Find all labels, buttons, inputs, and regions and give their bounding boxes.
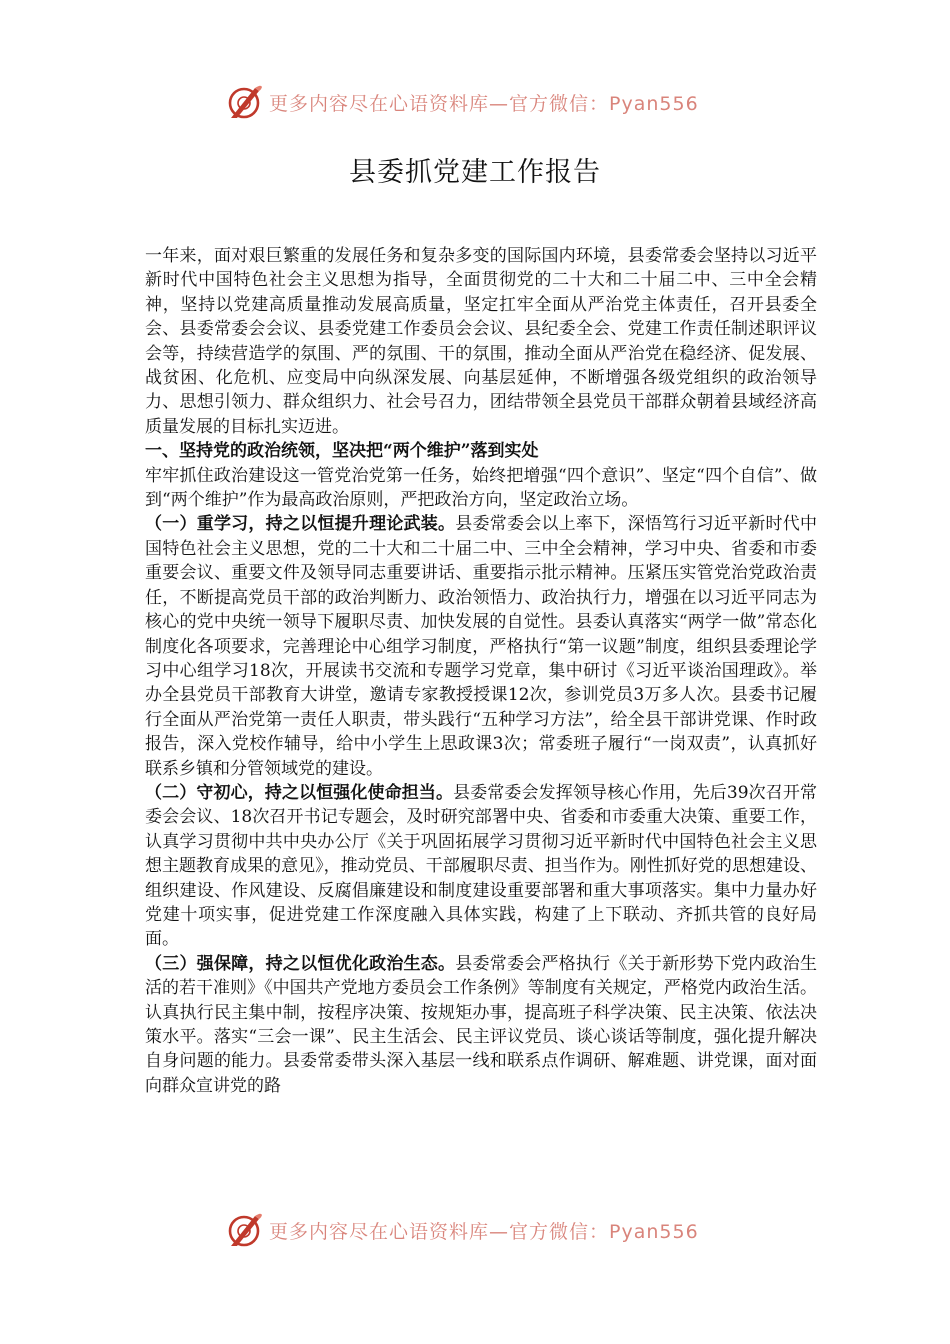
subsection-body-3: 县委常委会严格执行《关于新形势下党内政治生活的若干准则》《中国共产党地方委员会工作条例》等制度有关规定，严格党内政治生活。认真执行民主集中制，按程序决策、按规矩办事，提高班子科学决策、民主决策、依法决策水平。落实“三会一课”、民主生活会、民主评议党员、谈心谈话等制度，强化提升解决自身问题的能力。县委常委带头深入基层一线和联系点作调研、解难题、讲党课，面对面向群众宣讲党的路 (145, 953, 818, 1096)
subsection-body-2: 县委常委会发挥领导核心作用，先后39次召开常委会会议、18次召开书记专题会，及时研究部署中央、省委和市委重大决策、重要工作，认真学习贯彻中共中央办公厅《关于巩固拓展学习贯彻习近平新时代中国特色社会主义思想主题教育成果的意见》，推动党员、干部履职尽责、担当作为。刚性抓好党的思想建设、组织建设、作风建设、反腐倡廉建设和制度建设重要部署和重大事项落实。集中力量办好党建十项实事，促进党建工作深度融入具体实践，构建了上下联动、齐抓共管的良好局面。 (145, 782, 818, 950)
subsection-paragraph-1 (145, 512, 817, 780)
quill-pen-circle-icon (225, 1210, 265, 1250)
watermark-banner-bottom (225, 1210, 745, 1250)
subsection-paragraph-3 (145, 952, 817, 1098)
section-intro-paragraph: 牢牢抓住政治建设这一管党治党第一任务，始终把增强“四个意识”、坚定“四个自信”、做到“两个维护”作为最高政治原则，严把政治方向，坚定政治立场。 (145, 465, 817, 511)
quill-pen-circle-icon (225, 82, 265, 122)
watermark-banner-top (225, 82, 745, 122)
subsection-lead-2: （二）守初心，持之以恒强化使命担当。 (145, 782, 454, 803)
watermark-text: 更多内容尽在心语资料库—官方微信：Pyan556 (269, 92, 699, 115)
document-title: 县委抓党建工作报告 (349, 157, 601, 188)
subsection-paragraph-2 (145, 781, 817, 952)
intro-paragraph: 一年来，面对艰巨繁重的发展任务和复杂多变的国际国内环境，县委常委会坚持以习近平新时代中国特色社会主义思想为指导，全面贯彻党的二十大和二十届二中、三中全会精神，坚持以党建高质量推动发展高质量，坚定扛牢全面从严治党主体责任，召开县委全会、县委常委会会议、县委党建工作委员会会议、县纪委全会、党建工作责任制述职评议会等，持续营造学的氛围、严的氛围、干的氛围，推动全面从严治党在稳经济、促发展、战贫困、化危机、应变局中向纵深发展、向基层延伸，不断增强各级党组织的政治领导力、思想引领力、群众组织力、社会号召力，团结带领全县党员干部群众朝着县域经济高质量发展的目标扎实迈进。 (145, 246, 817, 437)
subsection-body-1: 县委常委会以上率下，深悟笃行习近平新时代中国特色社会主义思想，党的二十大和二十届二中、三中全会精神，学习中央、省委和市委重要会议、重要文件及领导同志重要讲话、重要指示批示精神。压紧压实管党治党政治责任，不断提高党员干部的政治判断力、政治领悟力、政治执行力，增强在以习近平同志为核心的党中央统一领导下履职尽责、加快发展的自觉性。县委认真落实“两学一做”常态化制度化各项要求，完善理论中心组学习制度，严格执行“第一议题”制度，组织县委理论学习中心组学习18次，开展读书交流和专题学习党章，集中研讨《习近平谈治国理政》。举办全县党员干部教育大讲堂，邀请专家教授授课12次，参训党员3万多人次。县委书记履行全面从严治党第一责任人职责，带头践行“五种学习方法”，给全县干部讲党课、作时政报告，深入党校作辅导，给中小学生上思政课3次；常委班子履行“一岗双责”，认真抓好联系乡镇和分管领域党的建设。 (145, 514, 818, 779)
watermark-text: 更多内容尽在心语资料库—官方微信：Pyan556 (269, 1220, 699, 1243)
section-heading: 一、坚持党的政治统领，坚决把“两个维护”落到实处 (145, 441, 539, 462)
document-body (145, 244, 817, 1098)
subsection-lead-3: （三）强保障，持之以恒优化政治生态。 (145, 953, 456, 974)
subsection-lead-1: （一）重学习，持之以恒提升理论武装。 (145, 514, 456, 535)
